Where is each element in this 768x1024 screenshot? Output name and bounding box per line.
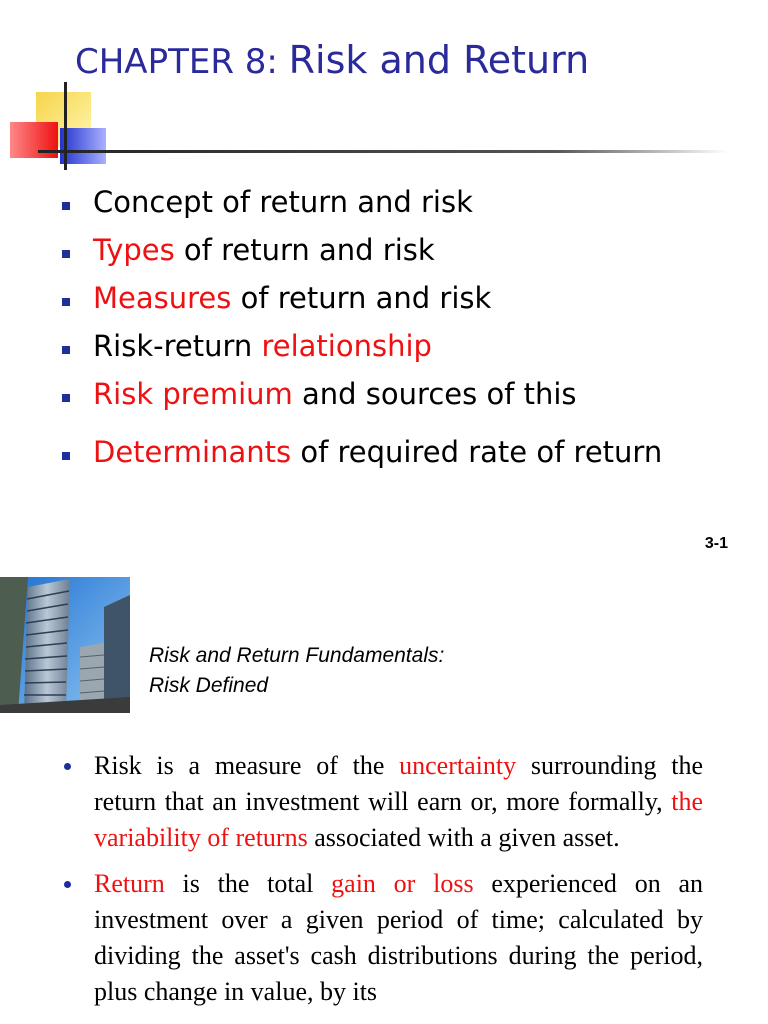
definition-return: Return is the total gain or loss experienced on an investment over a given period of time; calculated by dividing the asset's cash distributions during the period, plus change in value, by its xyxy=(58,866,703,1010)
slide-subtitle: Risk and Return Fundamentals: Risk Defined xyxy=(149,644,445,697)
title-decoration xyxy=(0,80,768,180)
bullet-dot-icon xyxy=(64,763,71,770)
bullet-square-icon xyxy=(62,202,70,210)
bullet-square-icon xyxy=(62,452,70,460)
building-photo xyxy=(0,577,130,713)
title-prefix: CHAPTER 8: xyxy=(75,42,289,82)
definition-list xyxy=(58,748,703,1020)
bullet-square-icon xyxy=(62,298,70,306)
bullet-square-icon xyxy=(62,250,70,258)
definition-risk: Risk is a measure of the uncertainty surrounding the return that an investment will earn or, more formally, the variability of returns associated with a given asset. xyxy=(58,748,703,856)
bullet-square-icon xyxy=(62,346,70,354)
title-main: Risk and Return xyxy=(288,38,590,82)
slide-title xyxy=(75,38,589,82)
bullet-dot-icon xyxy=(64,881,71,888)
bullet-square-icon xyxy=(62,394,70,402)
slide-1: CHAPTER 8: Risk and Return Concept of return and risk Types of return and risk Measures of return and risk Risk-return relationship Risk premium and sources of this Determinants of required rate of return 3-1 xyxy=(0,0,768,575)
page-number: 3-1 xyxy=(704,535,728,552)
